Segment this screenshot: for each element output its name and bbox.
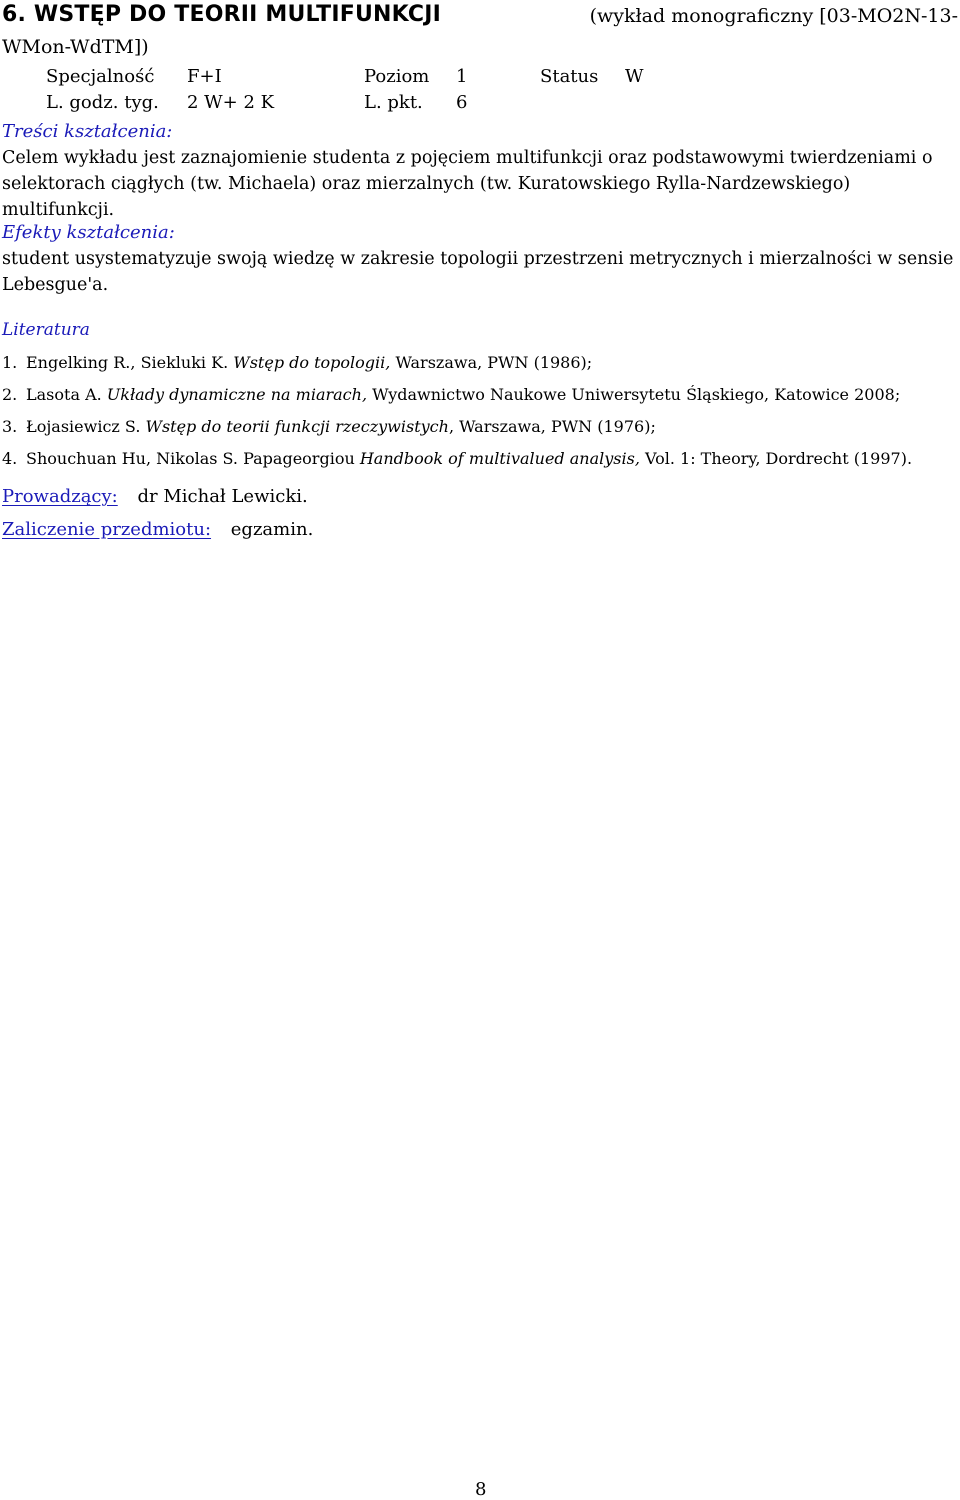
status-value: W bbox=[625, 66, 644, 87]
outcomes-text: student usystematyzuje swoją wiedzę w zakresie topologii przestrzeni metrycznych i mierzalności w sensie Lebesgue'a. bbox=[2, 249, 954, 295]
literature-item-authors: Shouchuan Hu, Nikolas S. Papageorgiou bbox=[26, 449, 355, 468]
literature-item-publisher: Warszawa, PWN (1986); bbox=[395, 353, 593, 372]
literature-item-authors: Łojasiewicz S. bbox=[26, 417, 141, 436]
content-text: Celem wykładu jest zaznajomienie studenta z pojęciem multifunkcji oraz podstawowymi twierdzeniami o selektorach ciągłych (tw. Michaela) oraz mierzalnych (tw. Kuratowskiego Rylla-Nardzewskiego) multifunkcji. bbox=[2, 148, 933, 220]
instructor-label: Prowadzący: bbox=[2, 486, 118, 507]
course-title-line bbox=[2, 2, 958, 27]
course-title: 6. WSTĘP DO TEORII MULTIFUNKCJI bbox=[2, 2, 441, 27]
literature-item-publisher: Vol. 1: Theory, Dordrecht (1997). bbox=[645, 449, 913, 468]
course-subtitle-continued: WMon-WdTM]) bbox=[2, 36, 149, 58]
assessment-row bbox=[2, 519, 313, 540]
literature-item-number: 3. bbox=[2, 417, 18, 436]
hours-value: 2 W+ 2 K bbox=[187, 92, 275, 113]
literature-item-authors: Lasota A. bbox=[26, 385, 102, 404]
points-label: L. pkt. bbox=[364, 92, 423, 113]
literature-item-title: Układy dynamiczne na miarach, bbox=[106, 385, 368, 404]
course-subtitle: (wykład monograficzny [03-MO2N-13- bbox=[589, 5, 958, 27]
specialty-label: Specjalność bbox=[46, 66, 155, 87]
literature-item-publisher: , Warszawa, PWN (1976); bbox=[448, 417, 656, 436]
points-value: 6 bbox=[456, 92, 468, 113]
assessment-label: Zaliczenie przedmiotu: bbox=[2, 519, 212, 540]
literature-item bbox=[2, 352, 960, 384]
instructor-value: dr Michał Lewicki. bbox=[137, 486, 308, 507]
literature-item bbox=[2, 416, 960, 448]
literature-item-number: 4. bbox=[2, 449, 18, 468]
level-value: 1 bbox=[456, 66, 468, 87]
page-number: 8 bbox=[475, 1479, 487, 1500]
literature-item-authors: Engelking R., Siekluki K. bbox=[26, 353, 229, 372]
instructor-row bbox=[2, 486, 308, 507]
specialty-value: F+I bbox=[187, 66, 222, 87]
document-page bbox=[2, 0, 958, 1499]
literature-item bbox=[2, 384, 960, 416]
literature-item-publisher: Wydawnictwo Naukowe Uniwersytetu Śląskiego, Katowice 2008; bbox=[372, 385, 901, 404]
literature-item-number: 2. bbox=[2, 385, 18, 404]
outcomes-heading: Efekty kształcenia: bbox=[2, 222, 175, 243]
status-label: Status bbox=[540, 66, 599, 87]
content-heading: Treści kształcenia: bbox=[2, 121, 173, 142]
literature-heading: Literatura bbox=[2, 320, 90, 340]
assessment-value: egzamin. bbox=[230, 519, 314, 540]
literature-list bbox=[2, 352, 960, 480]
literature-item bbox=[2, 448, 960, 480]
hours-label: L. godz. tyg. bbox=[46, 92, 159, 113]
literature-item-title: Wstęp do topologii, bbox=[233, 353, 391, 372]
literature-item-title: Wstęp do teorii funkcji rzeczywistych bbox=[145, 417, 449, 436]
level-label: Poziom bbox=[364, 66, 430, 87]
literature-item-number: 1. bbox=[2, 353, 18, 372]
literature-item-title: Handbook of multivalued analysis, bbox=[359, 449, 640, 468]
